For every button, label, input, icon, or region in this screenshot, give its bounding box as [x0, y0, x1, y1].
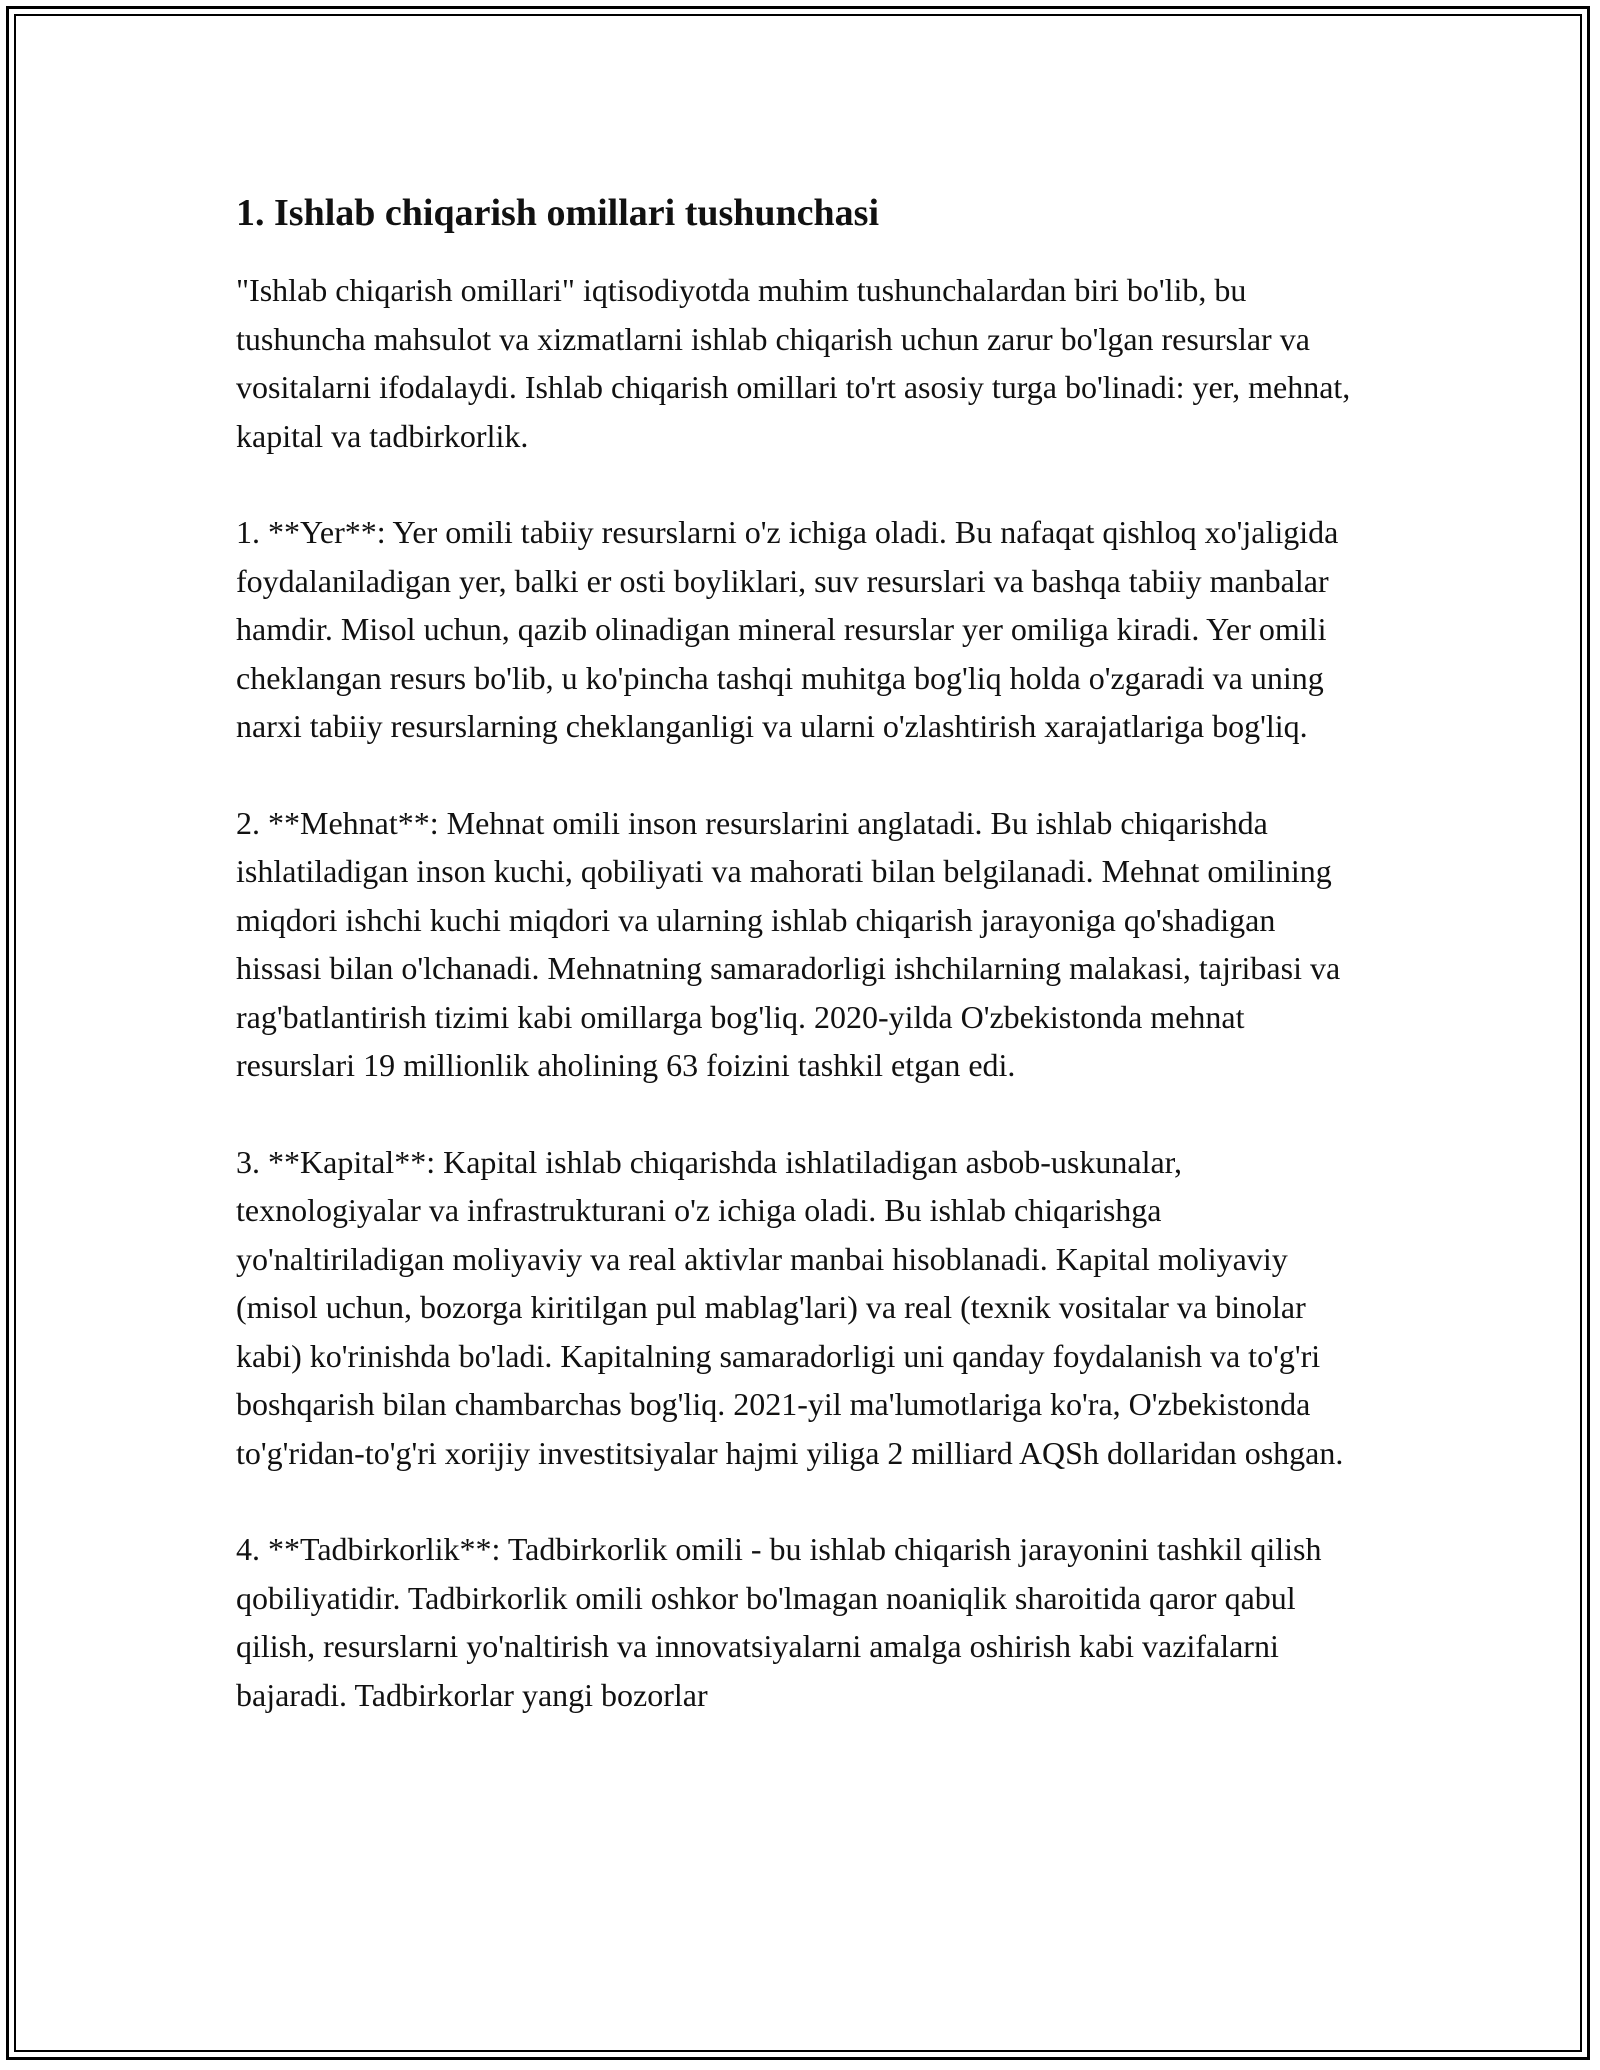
section-heading: 1. Ishlab chiqarish omillari tushunchasi	[236, 192, 880, 234]
document-body	[236, 186, 1366, 1767]
paragraph-tadbirkorlik: 4. **Tadbirkorlik**: Tadbirkorlik omili - bu ishlab chiqarish jarayonini tashkil qilish qobiliyatidir. Tadbirkorlik omili oshkor bo'lmagan noaniqlik sharoitida qaror qabul qilish, resurslarni yo'naltirish va innovatsiyalarni amalga oshirish kabi vazifalarni bajaradi. Tadbirkorlar yangi bozorlar	[236, 1531, 1322, 1713]
paragraph-mehnat: 2. **Mehnat**: Mehnat omili inson resurslarini anglatadi. Bu ishlab chiqarishda ishlatiladigan inson kuchi, qobiliyati va mahorati bilan belgilanadi. Mehnat omilining miqdori ishchi kuchi miqdori va ularning ishlab chiqarish jarayoniga qo'shadigan hissasi bilan o'lchanadi. Mehnatning samaradorligi ishchilarning malakasi, tajribasi va rag'batlantirish tizimi kabi omillarga bog'liq. 2020-yilda O'zbekistonda mehnat resurslari 19 millionlik aholining 63 foizini tashkil etgan edi.	[236, 804, 1341, 1083]
intro-paragraph: "Ishlab chiqarish omillari" iqtisodiyotda muhim tushunchalardan biri bo'lib, bu tushuncha mahsulot va xizmatlarni ishlab chiqarish uchun zarur bo'lgan resurslar va vositalarni ifodalaydi. Ishlab chiqarish omillari to'rt asosiy turga bo'linadi: yer, mehnat, kapital va tadbirkorlik.	[236, 272, 1351, 454]
paragraph-kapital: 3. **Kapital**: Kapital ishlab chiqarishda ishlatiladigan asbob-uskunalar, texnologiyalar va infrastrukturani o'z ichiga oladi. Bu ishlab chiqarishga yo'naltiriladigan moliyaviy va real aktivlar manbai hisoblanadi. Kapital moliyaviy (misol uchun, bozorga kiritilgan pul mablag'lari) va real (texnik vositalar va binolar kabi) ko'rinishda bo'ladi. Kapitalning samaradorligi uni qanday foydalanish va to'g'ri boshqarish bilan chambarchas bog'liq. 2021-yil ma'lumotlariga ko'ra, O'zbekistonda to'g'ridan-to'g'ri xorijiy investitsiyalar hajmi yiliga 2 milliard AQSh dollaridan oshgan.	[236, 1143, 1344, 1471]
paragraph-yer: 1. **Yer**: Yer omili tabiiy resurslarni o'z ichiga oladi. Bu nafaqat qishloq xo'jaligida foydalaniladigan yer, balki er osti boyliklari, suv resurslari va bashqa tabiiy manbalar hamdir. Misol uchun, qazib olinadigan mineral resurslar yer omiliga kiradi. Yer omili cheklangan resurs bo'lib, u ko'pincha tashqi muhitga bog'liq holda o'zgaradi va uning narxi tabiiy resurslarning cheklanganligi va ularni o'zlashtirish xarajatlariga bog'liq.	[236, 514, 1339, 744]
